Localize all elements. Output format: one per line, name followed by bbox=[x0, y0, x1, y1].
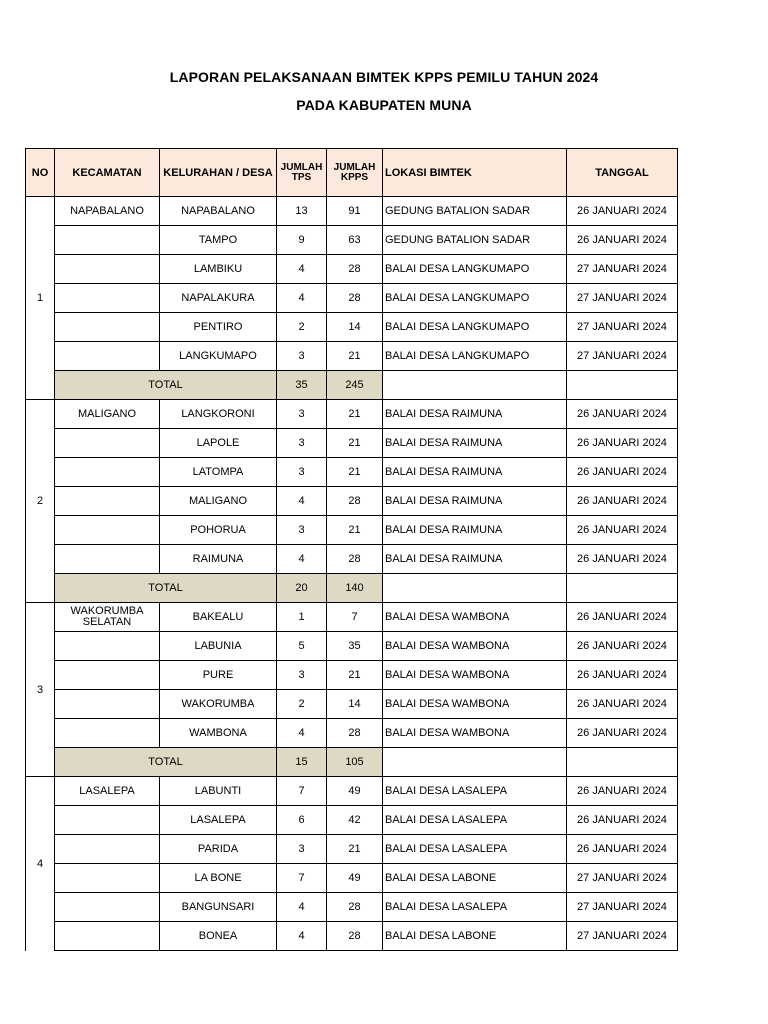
row-desa: BONEA bbox=[160, 922, 277, 951]
row-lokasi: BALAI DESA RAIMUNA bbox=[383, 458, 567, 487]
header-kecamatan: KECAMATAN bbox=[55, 149, 160, 197]
row-tps: 6 bbox=[277, 806, 327, 835]
report-title: LAPORAN PELAKSANAAN BIMTEK KPPS PEMILU TAHUN 2024 bbox=[169, 69, 599, 85]
row-kecamatan: WAKORUMBA SELATAN bbox=[55, 603, 160, 632]
row-tanggal: 27 JANUARI 2024 bbox=[567, 922, 678, 951]
row-kpps: 21 bbox=[327, 516, 383, 545]
row-lokasi: BALAI DESA RAIMUNA bbox=[383, 516, 567, 545]
total-lokasi-empty bbox=[383, 748, 567, 777]
row-lokasi: BALAI DESA LABONE bbox=[383, 864, 567, 893]
row-kecamatan-empty bbox=[55, 429, 160, 458]
row-kpps: 49 bbox=[327, 777, 383, 806]
row-tanggal: 26 JANUARI 2024 bbox=[567, 458, 678, 487]
row-tps: 4 bbox=[277, 922, 327, 951]
table-row bbox=[26, 313, 678, 342]
header-kelurahan: KELURAHAN / DESA bbox=[160, 149, 277, 197]
total-tanggal-empty bbox=[567, 748, 678, 777]
row-lokasi: GEDUNG BATALION SADAR bbox=[383, 226, 567, 255]
table-row bbox=[26, 284, 678, 313]
table-row bbox=[26, 864, 678, 893]
row-lokasi: BALAI DESA WAMBONA bbox=[383, 661, 567, 690]
row-lokasi: BALAI DESA LASALEPA bbox=[383, 777, 567, 806]
row-kpps: 21 bbox=[327, 458, 383, 487]
row-tps: 3 bbox=[277, 400, 327, 429]
total-row bbox=[26, 371, 678, 400]
row-desa: NAPALAKURA bbox=[160, 284, 277, 313]
row-lokasi: BALAI DESA WAMBONA bbox=[383, 719, 567, 748]
table-row bbox=[26, 893, 678, 922]
row-desa: WAMBONA bbox=[160, 719, 277, 748]
row-kpps: 42 bbox=[327, 806, 383, 835]
header-kpps-line1: JUMLAH bbox=[333, 161, 376, 173]
total-kpps: 245 bbox=[327, 371, 383, 400]
row-tanggal: 27 JANUARI 2024 bbox=[567, 864, 678, 893]
row-kpps: 28 bbox=[327, 893, 383, 922]
header-tps-line1: JUMLAH bbox=[280, 161, 323, 173]
header-tanggal: TANGGAL bbox=[567, 149, 678, 197]
row-kecamatan-empty bbox=[55, 922, 160, 951]
row-tps: 7 bbox=[277, 777, 327, 806]
row-desa: LAPOLE bbox=[160, 429, 277, 458]
row-desa: LA BONE bbox=[160, 864, 277, 893]
row-kpps: 14 bbox=[327, 690, 383, 719]
row-kecamatan-empty bbox=[55, 545, 160, 574]
table-row bbox=[26, 429, 678, 458]
row-lokasi: BALAI DESA RAIMUNA bbox=[383, 429, 567, 458]
total-kpps: 105 bbox=[327, 748, 383, 777]
table-row bbox=[26, 922, 678, 951]
table-row bbox=[26, 516, 678, 545]
row-tps: 3 bbox=[277, 429, 327, 458]
row-kpps: 28 bbox=[327, 255, 383, 284]
table-row bbox=[26, 226, 678, 255]
row-desa: LAMBIKU bbox=[160, 255, 277, 284]
row-tanggal: 27 JANUARI 2024 bbox=[567, 313, 678, 342]
total-label: TOTAL bbox=[55, 748, 277, 777]
total-tps: 15 bbox=[277, 748, 327, 777]
row-tanggal: 26 JANUARI 2024 bbox=[567, 690, 678, 719]
row-tps: 7 bbox=[277, 864, 327, 893]
row-kecamatan-empty bbox=[55, 226, 160, 255]
row-tanggal: 26 JANUARI 2024 bbox=[567, 719, 678, 748]
row-kpps: 21 bbox=[327, 661, 383, 690]
total-label: TOTAL bbox=[55, 371, 277, 400]
table-row bbox=[26, 690, 678, 719]
row-kecamatan-empty bbox=[55, 487, 160, 516]
row-desa: LANGKUMAPO bbox=[160, 342, 277, 371]
row-kpps: 63 bbox=[327, 226, 383, 255]
row-lokasi: BALAI DESA RAIMUNA bbox=[383, 400, 567, 429]
row-kecamatan-empty bbox=[55, 719, 160, 748]
row-kecamatan-empty bbox=[55, 255, 160, 284]
row-kpps: 28 bbox=[327, 487, 383, 516]
row-tps: 1 bbox=[277, 603, 327, 632]
row-kpps: 7 bbox=[327, 603, 383, 632]
table-row bbox=[26, 458, 678, 487]
row-tps: 4 bbox=[277, 719, 327, 748]
row-lokasi: BALAI DESA LASALEPA bbox=[383, 835, 567, 864]
row-no: 4 bbox=[26, 777, 55, 951]
row-kecamatan-empty bbox=[55, 864, 160, 893]
row-tanggal: 26 JANUARI 2024 bbox=[567, 603, 678, 632]
row-lokasi: BALAI DESA LANGKUMAPO bbox=[383, 255, 567, 284]
row-no: 1 bbox=[26, 197, 55, 400]
report-subtitle: PADA KABUPATEN MUNA bbox=[296, 97, 472, 113]
row-lokasi: BALAI DESA WAMBONA bbox=[383, 632, 567, 661]
row-tps: 5 bbox=[277, 632, 327, 661]
row-kecamatan-empty bbox=[55, 661, 160, 690]
row-kecamatan-empty bbox=[55, 806, 160, 835]
row-lokasi: BALAI DESA LANGKUMAPO bbox=[383, 284, 567, 313]
table-row bbox=[26, 400, 678, 429]
table-row bbox=[26, 806, 678, 835]
row-tanggal: 26 JANUARI 2024 bbox=[567, 400, 678, 429]
row-tps: 3 bbox=[277, 835, 327, 864]
table-row bbox=[26, 487, 678, 516]
row-kecamatan-empty bbox=[55, 893, 160, 922]
row-lokasi: BALAI DESA WAMBONA bbox=[383, 690, 567, 719]
table-row bbox=[26, 255, 678, 284]
total-row bbox=[26, 574, 678, 603]
row-tanggal: 27 JANUARI 2024 bbox=[567, 255, 678, 284]
row-kecamatan-empty bbox=[55, 313, 160, 342]
row-kecamatan-empty bbox=[55, 835, 160, 864]
row-kecamatan-empty bbox=[55, 690, 160, 719]
row-tps: 4 bbox=[277, 545, 327, 574]
header-tps-line2: TPS bbox=[291, 171, 312, 183]
total-tanggal-empty bbox=[567, 574, 678, 603]
header-jumlah-tps bbox=[277, 149, 327, 197]
row-tps: 3 bbox=[277, 458, 327, 487]
row-tps: 4 bbox=[277, 255, 327, 284]
row-desa: PURE bbox=[160, 661, 277, 690]
row-lokasi: BALAI DESA LASALEPA bbox=[383, 806, 567, 835]
header-kpps-line2: KPPS bbox=[340, 171, 369, 183]
row-tanggal: 26 JANUARI 2024 bbox=[567, 545, 678, 574]
row-kpps: 28 bbox=[327, 545, 383, 574]
bimtek-table bbox=[25, 148, 678, 951]
row-desa: TAMPO bbox=[160, 226, 277, 255]
row-no: 3 bbox=[26, 603, 55, 777]
row-tps: 13 bbox=[277, 197, 327, 226]
total-row bbox=[26, 748, 678, 777]
row-desa: WAKORUMBA bbox=[160, 690, 277, 719]
table-row bbox=[26, 835, 678, 864]
row-kpps: 35 bbox=[327, 632, 383, 661]
header-no: NO bbox=[26, 149, 55, 197]
total-tps: 35 bbox=[277, 371, 327, 400]
row-kpps: 21 bbox=[327, 342, 383, 371]
row-lokasi: BALAI DESA RAIMUNA bbox=[383, 487, 567, 516]
row-tanggal: 26 JANUARI 2024 bbox=[567, 197, 678, 226]
row-kpps: 28 bbox=[327, 922, 383, 951]
row-tps: 9 bbox=[277, 226, 327, 255]
total-kpps: 140 bbox=[327, 574, 383, 603]
header-row bbox=[26, 149, 678, 197]
row-desa: LATOMPA bbox=[160, 458, 277, 487]
table-body bbox=[26, 197, 678, 951]
row-lokasi: BALAI DESA RAIMUNA bbox=[383, 545, 567, 574]
row-kpps: 21 bbox=[327, 835, 383, 864]
row-tanggal: 26 JANUARI 2024 bbox=[567, 806, 678, 835]
row-tps: 3 bbox=[277, 516, 327, 545]
row-desa: PENTIRO bbox=[160, 313, 277, 342]
row-kpps: 21 bbox=[327, 429, 383, 458]
row-tanggal: 26 JANUARI 2024 bbox=[567, 835, 678, 864]
row-tanggal: 26 JANUARI 2024 bbox=[567, 632, 678, 661]
row-desa: LASALEPA bbox=[160, 806, 277, 835]
row-desa: BANGUNSARI bbox=[160, 893, 277, 922]
row-tps: 2 bbox=[277, 690, 327, 719]
row-kpps: 91 bbox=[327, 197, 383, 226]
total-label: TOTAL bbox=[55, 574, 277, 603]
row-no: 2 bbox=[26, 400, 55, 603]
row-desa: PARIDA bbox=[160, 835, 277, 864]
row-tanggal: 27 JANUARI 2024 bbox=[567, 893, 678, 922]
row-desa: POHORUA bbox=[160, 516, 277, 545]
table-row bbox=[26, 632, 678, 661]
total-lokasi-empty bbox=[383, 574, 567, 603]
row-tps: 3 bbox=[277, 661, 327, 690]
row-kecamatan-empty bbox=[55, 458, 160, 487]
row-lokasi: BALAI DESA LABONE bbox=[383, 922, 567, 951]
table-row bbox=[26, 777, 678, 806]
table-row bbox=[26, 342, 678, 371]
row-desa: LABUNTI bbox=[160, 777, 277, 806]
row-tps: 3 bbox=[277, 342, 327, 371]
total-tps: 20 bbox=[277, 574, 327, 603]
header-lokasi: LOKASI BIMTEK bbox=[383, 149, 567, 197]
table-row bbox=[26, 197, 678, 226]
row-kpps: 28 bbox=[327, 284, 383, 313]
row-desa: RAIMUNA bbox=[160, 545, 277, 574]
row-desa: MALIGANO bbox=[160, 487, 277, 516]
row-kecamatan: NAPABALANO bbox=[55, 197, 160, 226]
row-lokasi: BALAI DESA WAMBONA bbox=[383, 603, 567, 632]
row-kpps: 14 bbox=[327, 313, 383, 342]
row-kecamatan-empty bbox=[55, 342, 160, 371]
row-kpps: 21 bbox=[327, 400, 383, 429]
row-kecamatan-empty bbox=[55, 632, 160, 661]
row-desa: BAKEALU bbox=[160, 603, 277, 632]
row-desa: LABUNIA bbox=[160, 632, 277, 661]
row-tanggal: 27 JANUARI 2024 bbox=[567, 284, 678, 313]
row-lokasi: BALAI DESA LANGKUMAPO bbox=[383, 342, 567, 371]
row-tanggal: 26 JANUARI 2024 bbox=[567, 226, 678, 255]
row-kecamatan-empty bbox=[55, 516, 160, 545]
row-tps: 4 bbox=[277, 487, 327, 516]
row-lokasi: BALAI DESA LASALEPA bbox=[383, 893, 567, 922]
row-kecamatan: LASALEPA bbox=[55, 777, 160, 806]
total-lokasi-empty bbox=[383, 371, 567, 400]
row-kecamatan-empty bbox=[55, 284, 160, 313]
row-tanggal: 26 JANUARI 2024 bbox=[567, 661, 678, 690]
table-row bbox=[26, 545, 678, 574]
total-tanggal-empty bbox=[567, 371, 678, 400]
row-tanggal: 26 JANUARI 2024 bbox=[567, 429, 678, 458]
row-desa: NAPABALANO bbox=[160, 197, 277, 226]
row-tps: 4 bbox=[277, 893, 327, 922]
row-tanggal: 26 JANUARI 2024 bbox=[567, 516, 678, 545]
row-lokasi: GEDUNG BATALION SADAR bbox=[383, 197, 567, 226]
row-tps: 4 bbox=[277, 284, 327, 313]
row-kecamatan: MALIGANO bbox=[55, 400, 160, 429]
header-jumlah-kpps bbox=[327, 149, 383, 197]
row-desa: LANGKORONI bbox=[160, 400, 277, 429]
row-tanggal: 26 JANUARI 2024 bbox=[567, 487, 678, 516]
row-tps: 2 bbox=[277, 313, 327, 342]
row-kpps: 28 bbox=[327, 719, 383, 748]
table-row bbox=[26, 603, 678, 632]
row-tanggal: 26 JANUARI 2024 bbox=[567, 777, 678, 806]
row-tanggal: 27 JANUARI 2024 bbox=[567, 342, 678, 371]
table-row bbox=[26, 719, 678, 748]
table-row bbox=[26, 661, 678, 690]
row-lokasi: BALAI DESA LANGKUMAPO bbox=[383, 313, 567, 342]
row-kpps: 49 bbox=[327, 864, 383, 893]
